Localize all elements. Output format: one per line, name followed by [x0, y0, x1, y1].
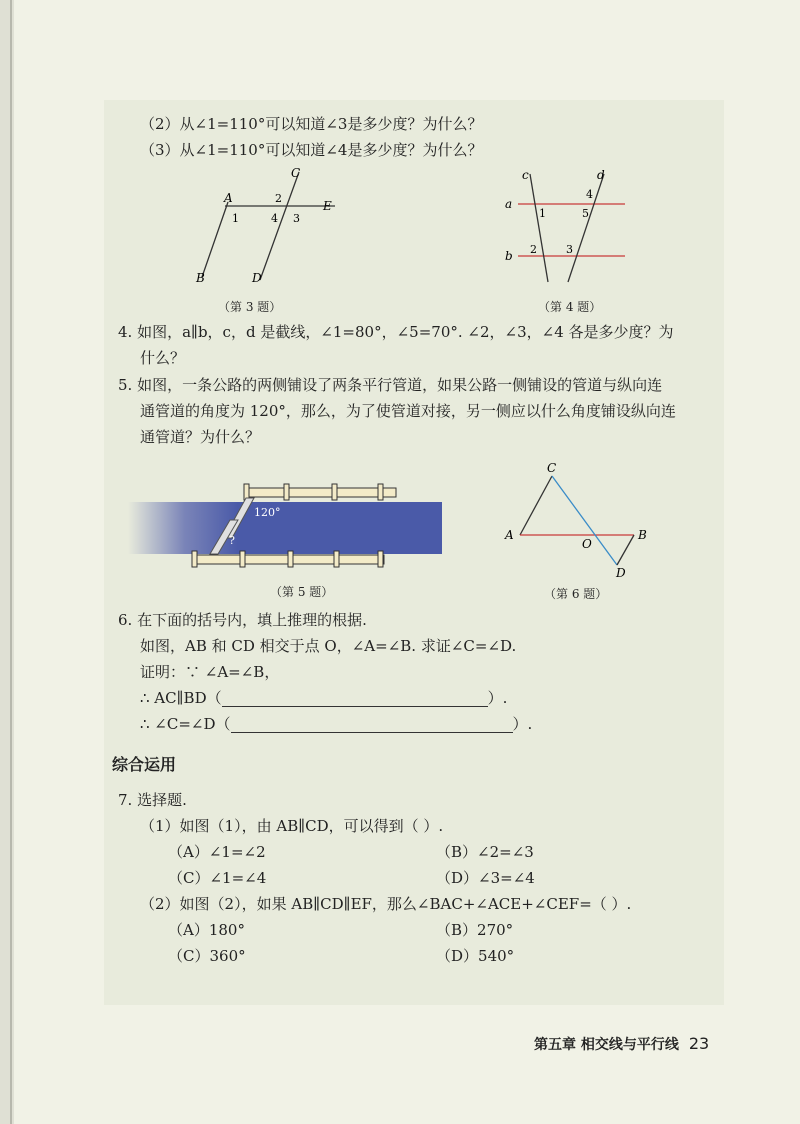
figure4-angle-5: 5 [582, 207, 589, 220]
figure4-angle-2: 2 [530, 243, 537, 256]
problem6-line3: 证明：∵ ∠A=∠B， [140, 663, 280, 681]
page-footer [534, 1034, 709, 1054]
figure4-label-a: a [505, 197, 513, 211]
page-binding-edge [0, 0, 14, 1124]
figure-4-diagram [500, 164, 640, 289]
figure5-question-label: ? [229, 534, 235, 547]
section-title: 综合运用 [112, 755, 177, 774]
page-number: 23 [688, 1034, 710, 1053]
problem7-q2: （2）如图（2），如果 AB∥CD∥EF，那么∠BAC+∠ACE+∠CEF=（ ）. [140, 895, 632, 913]
figure3-label-B: B [196, 271, 205, 285]
figure3-angle-4: 4 [271, 212, 278, 225]
figure6-caption: （第 6 题） [544, 587, 608, 601]
problem4-line2: 什么？ [140, 349, 186, 367]
problem7-q2-option-C: （C）360° [168, 947, 246, 965]
problem7-q1: （1）如图（1），由 AB∥CD，可以得到（ ）. [140, 817, 444, 835]
problem6-line4-end: ）. [487, 689, 508, 707]
problem7-q1-option-C: （C）∠1=∠4 [168, 869, 267, 887]
figure4-angle-1: 1 [539, 207, 546, 220]
figure-3-diagram [180, 162, 350, 292]
problem3-q2: （2）从∠1=110°可以知道∠3是多少度？为什么？ [140, 115, 483, 133]
answer-blank-1[interactable] [222, 692, 488, 707]
figure3-label-C: C [291, 166, 301, 180]
figure5-caption: （第 5 题） [270, 585, 334, 599]
answer-blank-2[interactable] [231, 718, 513, 733]
problem6-line4 [140, 688, 507, 708]
figure4-angle-4: 4 [586, 188, 593, 201]
figure4-label-c: c [522, 168, 529, 182]
chapter-title: 第五章 相交线与平行线 [534, 1037, 679, 1053]
problem4-line1: 4. 如图，a∥b，c，d 是截线，∠1=80°，∠5=70°. ∠2，∠3，∠4 各是多少度？为 [118, 323, 674, 341]
problem5-line1: 5. 如图，一条公路的两侧铺设了两条平行管道，如果公路一侧铺设的管道与纵向连 [118, 376, 663, 394]
problem7-q1-option-D: （D）∠3=∠4 [436, 869, 535, 887]
figure6-label-C: C [547, 461, 557, 475]
problem7-q2-option-D: （D）540° [436, 947, 515, 965]
figure3-angle-3: 3 [293, 212, 300, 225]
figure5-angle-label: 120° [254, 506, 281, 519]
figure6-label-B: B [638, 528, 647, 542]
figure3-label-E: E [323, 199, 332, 213]
figure-5-road-diagram [128, 478, 442, 574]
figure4-angle-3: 3 [566, 243, 573, 256]
figure4-caption: （第 4 题） [538, 300, 602, 314]
problem5-line3: 通管道？为什么？ [140, 428, 261, 446]
problem5-line2: 通管道的角度为 120°，那么，为了使管道对接，另一侧应以什么角度铺设纵向连 [140, 402, 676, 420]
problem6-line4-start: ∴ AC∥BD（ [140, 689, 222, 707]
problem6-line5 [140, 714, 532, 734]
figure3-label-A: A [224, 191, 233, 205]
figure3-caption: （第 3 题） [218, 300, 282, 314]
problem6-line1: 6. 在下面的括号内，填上推理的根据. [118, 611, 367, 629]
problem7-q2-option-B: （B）270° [436, 921, 514, 939]
figure3-label-D: D [252, 271, 262, 285]
problem7-q1-option-B: （B）∠2=∠3 [436, 843, 534, 861]
figure3-angle-1: 1 [232, 212, 239, 225]
figure6-label-O: O [582, 537, 592, 551]
problem7-q1-option-A: （A）∠1=∠2 [168, 843, 266, 861]
problem6-line2: 如图，AB 和 CD 相交于点 O，∠A=∠B. 求证∠C=∠D. [140, 637, 517, 655]
problem6-line5-end: ）. [512, 715, 533, 733]
figure6-label-A: A [505, 528, 514, 542]
problem3-q3: （3）从∠1=110°可以知道∠4是多少度？为什么？ [140, 141, 483, 159]
figure3-angle-2: 2 [275, 192, 282, 205]
problem7-q2-option-A: （A）180° [168, 921, 245, 939]
problem6-line5-start: ∴ ∠C=∠D（ [140, 715, 231, 733]
problem7-intro: 7. 选择题. [118, 791, 187, 809]
figure4-label-d: d [597, 168, 605, 182]
figure4-label-b: b [505, 249, 513, 263]
figure6-label-D: D [616, 566, 626, 580]
figure-6-diagram [500, 458, 660, 582]
